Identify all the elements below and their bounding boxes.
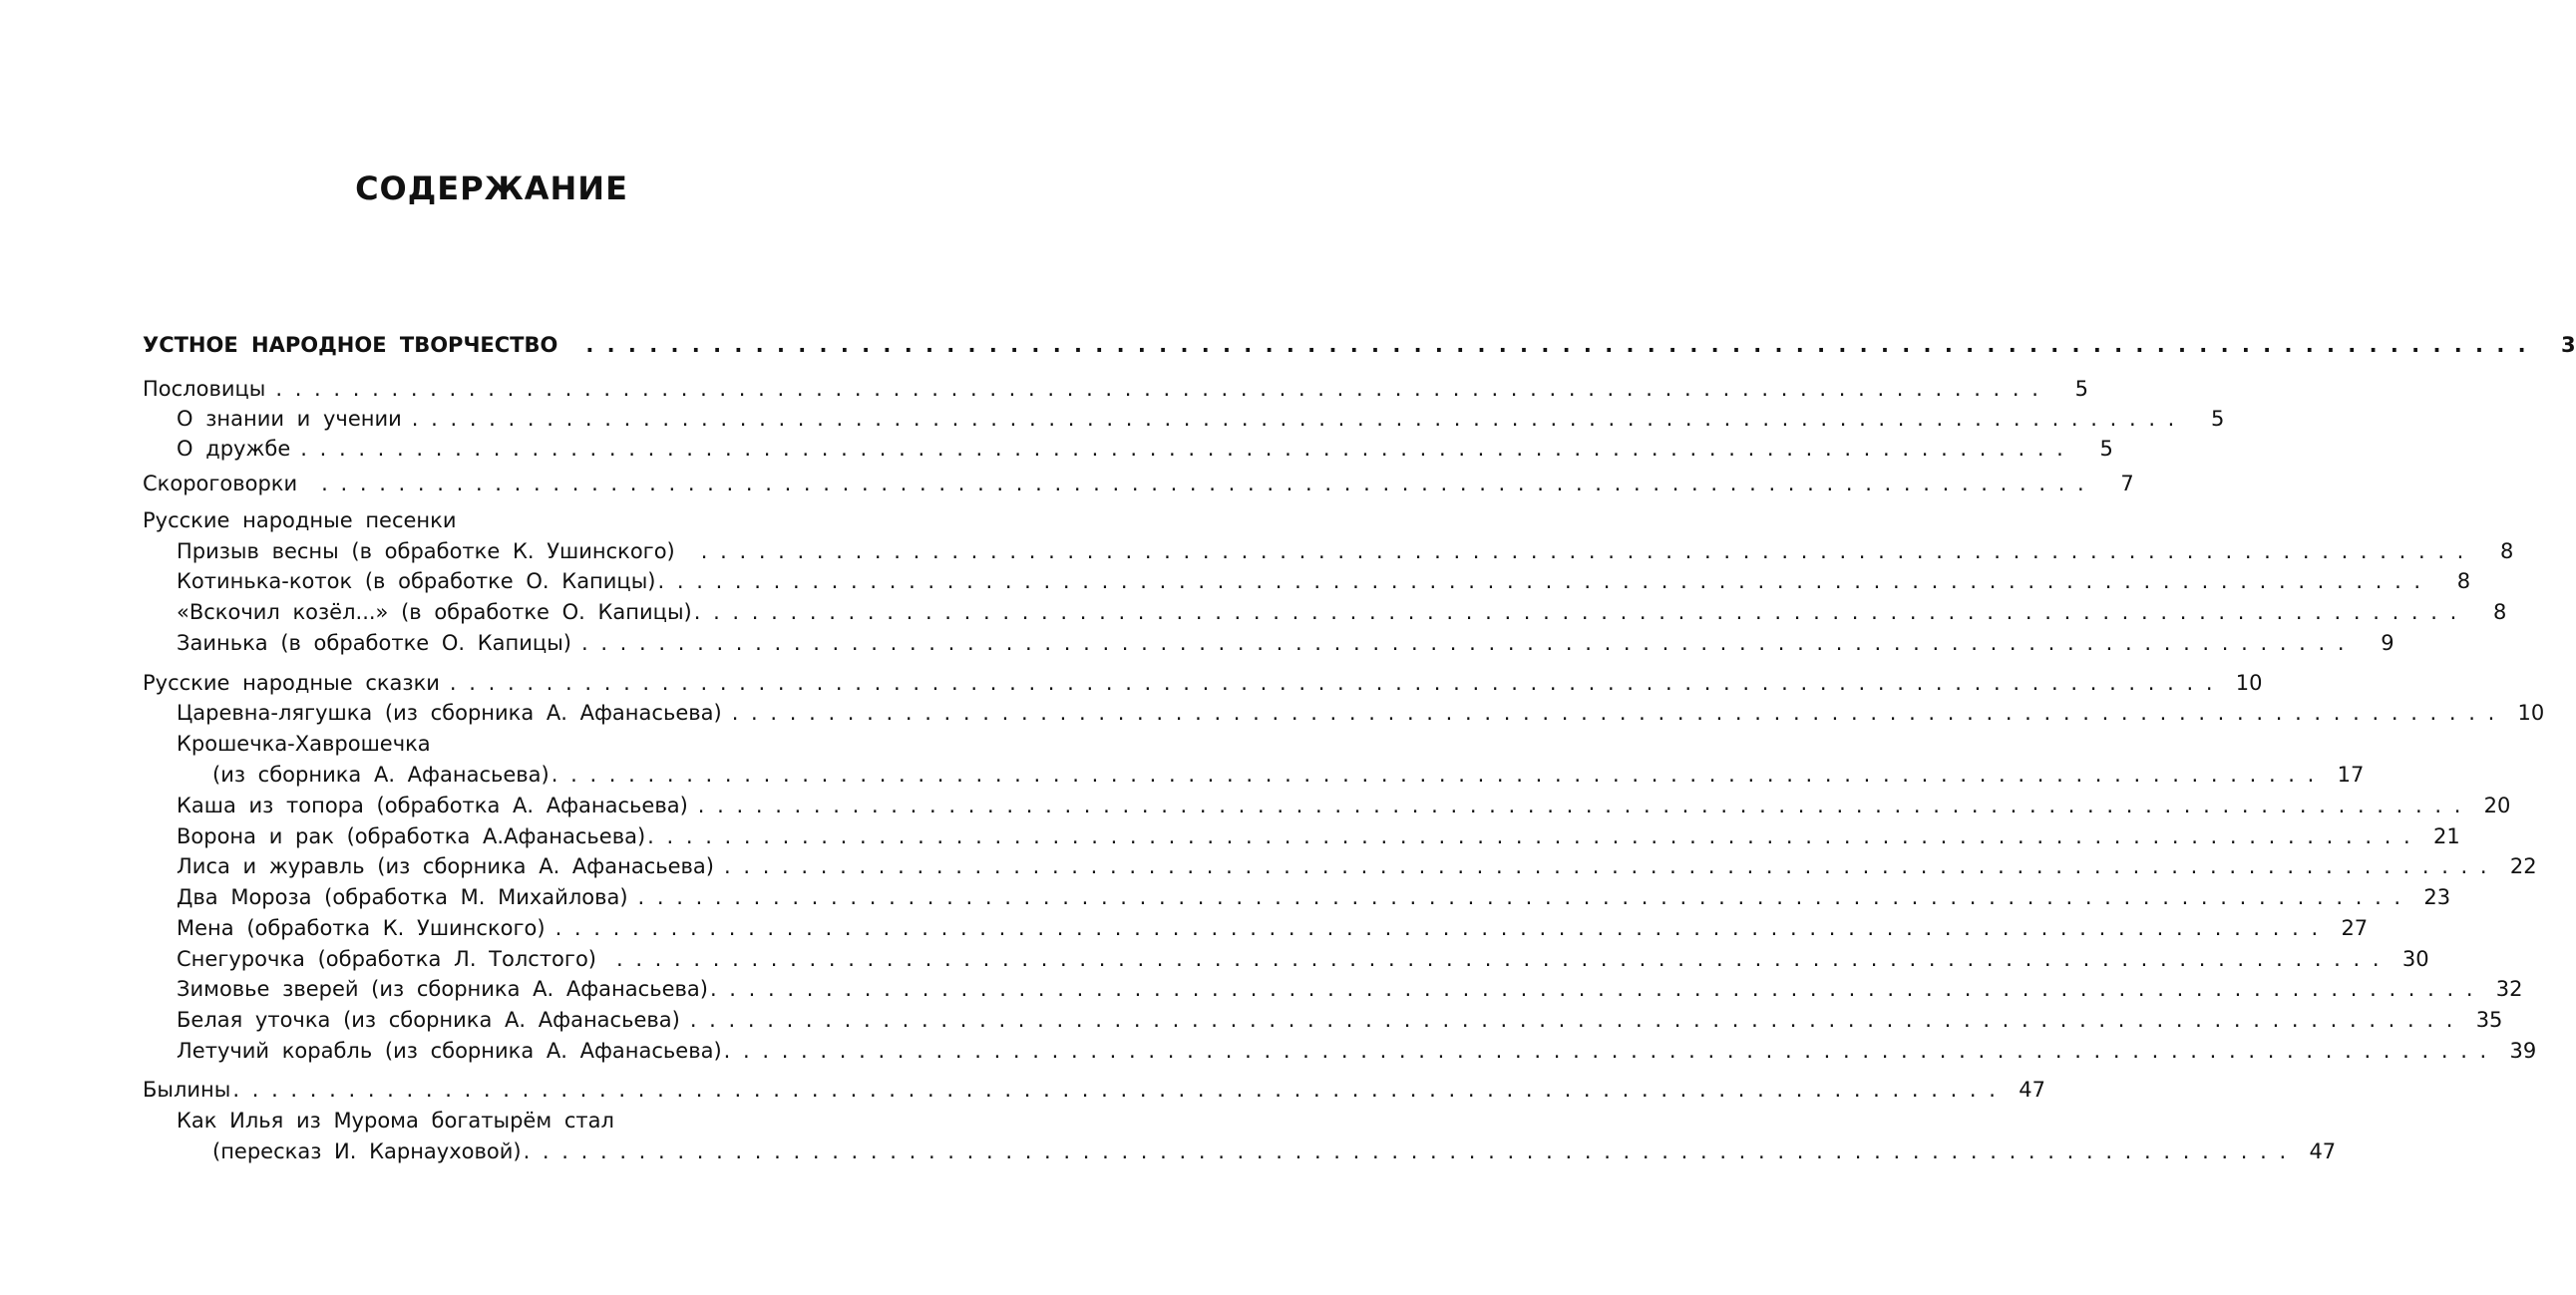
dot-leader: . . . . . . . . . . . . . . . . . . . . . . . . . . . . . . . . . . . . . . . . . . . . . . . . . . . . . . . . . . . . . . . . . . . . . . . . . . . . . . . . . . . . . . . . . . . . xyxy=(724,854,2487,878)
dot-leader: . . . . . . . . . . . . . . . . . . . . . . . . . . . . . . . . . . . . . . . . . . . . . . . . . . . . . . . . . . . . . . . . . . . . . . . . . . . . . . . . . . . . . . . . . . . . xyxy=(693,600,2457,624)
toc-page-number: 7 xyxy=(2120,472,2134,495)
toc-entry-title: Зимовье зверей (из сборника А. Афанасьева) xyxy=(177,977,708,1001)
toc-page-number: 9 xyxy=(2381,631,2394,655)
toc-entry[interactable] xyxy=(143,668,2263,698)
toc-page-number: 17 xyxy=(2337,763,2365,787)
toc-entry-title: Как Илья из Мурома богатырём стал xyxy=(177,1109,614,1133)
dot-leader: . . . . . . . . . . . . . . . . . . . . . . . . . . . . . . . . . . . . . . . . . . . . . . . . . . . . . . . . . . . . . . . . . . . . . . . . . . . . . . . . . . . . . . . . . . . . xyxy=(580,631,2345,655)
dot-leader: . . . . . . . . . . . . . . . . . . . . . . . . . . . . . . . . . . . . . . . . . . . . . . . . . . . . . . . . . . . . . . . . . . . . . . . . . . . . . . . . . . . . . . . . . . . . xyxy=(449,671,2213,695)
toc-entry-title: О знании и учении xyxy=(177,407,402,431)
toc-page-number: 39 xyxy=(2509,1039,2537,1063)
toc-entry[interactable] xyxy=(177,597,2507,627)
toc-page-number: 20 xyxy=(2483,794,2511,817)
dot-leader: . . . . . . . . . . . . . . . . . . . . . . . . . . . . . . . . . . . . . . . . . . . . . . . . . . . . . . . . . . . . . . . . . . . . . . . . . . . . . . . . . . . . . . . . . . . . xyxy=(554,916,2319,940)
dot-leader: . . . . . . . . . . . . . . . . . . . . . . . . . . . . . . . . . . . . . . . . . . . . . . . . . . . . . . . . . . . . . . . . . . . . . . . . . . . . . . . . . . . . . . . . . . . . xyxy=(411,407,2175,431)
toc-page-number: 8 xyxy=(2456,569,2471,593)
toc-page-number: 3 xyxy=(2560,333,2576,357)
toc-entry[interactable] xyxy=(177,566,2471,596)
toc-entry[interactable] xyxy=(177,404,2225,434)
toc-entry-title: Русские народные сказки xyxy=(143,671,440,695)
dot-leader: . . . . . . . . . . . . . . . . . . . . . . . . . . . . . . . . . . . . . . . . . . . . . . . . . . . . . . . . . . . . . . . . . . . . . . . . . . . . . . . . . . . . . . . . . . . . xyxy=(731,701,2495,725)
toc-entry[interactable] xyxy=(143,469,2134,498)
toc-entry-title: Призыв весны (в обработке К. Ушинского) xyxy=(177,539,675,563)
toc-entry-title: (пересказ И. Карнауховой) xyxy=(212,1139,522,1163)
toc-entry-title: О дружбе xyxy=(177,437,291,461)
toc-entry-title: Каша из топора (обработка А. Афанасьева) xyxy=(177,794,688,817)
toc-entry[interactable] xyxy=(177,974,2523,1004)
dot-leader: . . . . . . . . . . . . . . . . . . . . . . . . . . . . . . . . . . . . . . . . . . . . . . . . . . . . . . . . . . . . . . . . . . . . . . . . . . . . . . . . . . . . . . . . . . . . xyxy=(551,763,2315,787)
toc-entry[interactable] xyxy=(177,821,2460,851)
toc-entry-title: Мена (обработка К. Ушинского) xyxy=(177,916,546,940)
toc-entry-title: Снегурочка (обработка Л. Толстого) xyxy=(177,947,596,971)
dot-leader: . . . . . . . . . . . . . . . . . . . . . . . . . . . . . . . . . . . . . . . . . . . . . . . . . . . . . . . . . . . . . . . . . . . . . . . . . . . . . . . . . . . . . . . . . . . . xyxy=(637,885,2401,909)
dot-leader: . . . . . . . . . . . . . . . . . . . . . . . . . . . . . . . . . . . . . . . . . . . . . . . . . . . . . . . . . . . . . . . . . . . . . . . . . . . . . . . . . . . . . . . . . . . . xyxy=(723,1039,2487,1063)
toc-page-number: 8 xyxy=(2499,539,2514,563)
toc-entry[interactable] xyxy=(177,698,2545,728)
toc-page-number: 47 xyxy=(2019,1078,2045,1102)
toc-entry[interactable] xyxy=(177,729,901,759)
toc-entry-title: Ворона и рак (обработка А.Афанасьева) xyxy=(177,824,646,848)
dot-leader: . . . . . . . . . . . . . . . . . . . . . . . . . . . . . . . . . . . . . . . . . . . . . . . . . . . . . . . . . . . . . . . . . . . . . . . . . . . . . . . . . . . . . . . . . . . . xyxy=(697,794,2461,817)
toc-entry[interactable] xyxy=(177,628,2394,658)
toc-entry[interactable] xyxy=(177,913,2369,943)
dot-leader: . . . . . . . . . . . . . . . . . . . . . . . . . . . . . . . . . . . . . . . . . . . . . . . . . . . . . . . . . . . . . . . . . . . . . . . . . . . . . . . . . . . . . . . . . . . . xyxy=(615,947,2380,971)
dot-leader: . . . . . . . . . . . . . . . . . . . . . . . . . . . . . . . . . . . . . . . . . . . . . . . . . . . . . . . . . . . . . . . . . . . . . . . . . . . . . . . . . . . . . . . . . . . . xyxy=(321,472,2084,495)
toc-entry-title: Русские народные песенки xyxy=(143,508,457,532)
toc-page-number: 5 xyxy=(2099,437,2113,461)
toc-page-number: 22 xyxy=(2509,854,2537,878)
toc-entry[interactable] xyxy=(177,1005,2503,1035)
toc-entry-title: Крошечка-Хаврошечка xyxy=(177,732,431,756)
dot-leader: . . . . . . . . . . . . . . . . . . . . . . . . . . . . . . . . . . . . . . . . . . . . . . . . . . . . . . . . . . . . . . . . . . . . . . . . . . . . . . . . . . . . . . . . . . . . xyxy=(700,539,2464,563)
toc-entry-title: Котинька-коток (в обработке О. Капицы) xyxy=(177,569,656,593)
toc-entry-title: Былины xyxy=(143,1078,231,1102)
toc-entry-title: Белая уточка (из сборника А. Афанасьева) xyxy=(177,1008,680,1032)
toc-entry[interactable] xyxy=(177,944,2429,974)
toc-page-number: 10 xyxy=(2517,701,2545,725)
toc-entry-continuation[interactable] xyxy=(212,760,2365,790)
dot-leader: . . . . . . . . . . . . . . . . . . . . . . . . . . . . . . . . . . . . . . . . . . . . . . . . . . . . . . . . . . . . . . . . . . . . . . . . . . . . . . . . . . . . . . . . . . . . xyxy=(523,1139,2287,1163)
toc-entry-title: Заинька (в обработке О. Капицы) xyxy=(177,631,571,655)
toc-page-number: 8 xyxy=(2492,600,2507,624)
page-title: СОДЕРЖАНИЕ xyxy=(355,169,628,207)
toc-page-number: 5 xyxy=(2074,377,2088,401)
dot-leader: . . . . . . . . . . . . . . . . . . . . . . . . . . . . . . . . . . . . . . . . . . . . . . . . . . . . . . . . . . . . . . . . . . . . . . . . . . . . . . . . . . . . . . . . . . . . xyxy=(657,569,2421,593)
toc-entry-title: (из сборника А. Афанасьева) xyxy=(212,763,550,787)
toc-entry-title: Скороговорки xyxy=(143,472,298,495)
toc-page-number: 35 xyxy=(2475,1008,2503,1032)
toc-entry[interactable] xyxy=(177,434,2113,464)
dot-leader: . . . . . . . . . . . . . . . . . . . . . . . . . . . . . . . . . . . . . . . . . . . . . . . . . . . . . . . . . . . . . . . . . . . . . . . . . . . . . . . . . . . . . . . . . . . . xyxy=(232,1078,1996,1102)
dot-leader: . . . . . . . . . . . . . . . . . . . . . . . . . . . . . . . . . . . . . . . . . . . . . . . . . . . . . . . . . . . . . . . . . . . . . . . . . . . . . . . . . . . . . . . . . . . . xyxy=(709,977,2473,1001)
dot-leader: . . . . . . . . . . . . . . . . . . . . . . . . . . . . . . . . . . . . . . . . . . . . . . . . . . . . . . . . . . . . . . . . . . . . . . . . . . . . . . . . . . . . . . . . . . . . xyxy=(275,377,2038,401)
toc-entry[interactable] xyxy=(177,536,2514,566)
toc-page-number: 10 xyxy=(2235,671,2263,695)
toc-entry[interactable] xyxy=(177,1106,901,1135)
toc-page-number: 47 xyxy=(2309,1139,2337,1163)
toc-entry-title: Летучий корабль (из сборника А. Афанасьева) xyxy=(177,1039,722,1063)
toc-entry[interactable] xyxy=(177,791,2511,820)
toc-page-number: 5 xyxy=(2211,407,2225,431)
toc-entry-continuation[interactable] xyxy=(212,1136,2337,1166)
toc-entry-title: УСТНОЕ НАРОДНОЕ ТВОРЧЕСТВО xyxy=(143,333,558,357)
toc-entry[interactable] xyxy=(177,1036,2537,1066)
toc-page-number: 21 xyxy=(2433,824,2460,848)
toc-page-number: 32 xyxy=(2495,977,2523,1001)
dot-leader: . . . . . . . . . . . . . . . . . . . . . . . . . . . . . . . . . . . . . . . . . . . . . . . . . . . . . . . . . . . . . . . . . . . . . . . . . . . . . . . . . . . . . . . . . . . . xyxy=(300,437,2063,461)
toc-page-number: 23 xyxy=(2423,885,2451,909)
toc-page-number: 27 xyxy=(2341,916,2369,940)
toc-section-oral-folk-art[interactable] xyxy=(143,330,2576,360)
toc-group-heading[interactable] xyxy=(143,505,901,535)
dot-leader: . . . . . . . . . . . . . . . . . . . . . . . . . . . . . . . . . . . . . . . . . . . . . . . . . . . . . . . . . . . . . . . . . . . . . . . . . . . . . . . . . . . . . . . . . . . . xyxy=(689,1008,2453,1032)
toc-entry-title: Царевна-лягушка (из сборника А. Афанасьева) xyxy=(177,701,722,725)
dot-leader: . . . . . . . . . . . . . . . . . . . . . . . . . . . . . . . . . . . . . . . . . . . . . . . . . . . . . . . . . . . . . . . . . . . . . . . . . . . . . . . . . . . . . . . . . . . . xyxy=(647,824,2410,848)
dot-leader: . . . . . . . . . . . . . . . . . . . . . . . . . . . . . . . . . . . . . . . . . . . . . . . . . . . . . . . . . . . . . . . . . . . . . . . . . . . . . . . . . . . . . . . . . . . . xyxy=(585,333,2526,357)
toc-entry[interactable] xyxy=(143,374,2088,404)
toc-page-number: 30 xyxy=(2401,947,2429,971)
toc-entry-title: Два Мороза (обработка М. Михайлова) xyxy=(177,885,628,909)
toc-entry-title: «Вскочил козёл...» (в обработке О. Капицы) xyxy=(177,600,692,624)
toc-entry-title: Пословицы xyxy=(143,377,266,401)
toc-entry-title: Лиса и журавль (из сборника А. Афанасьева) xyxy=(177,854,714,878)
toc-entry[interactable] xyxy=(177,882,2451,912)
toc-entry[interactable] xyxy=(143,1075,2045,1105)
toc-entry[interactable] xyxy=(177,851,2537,881)
